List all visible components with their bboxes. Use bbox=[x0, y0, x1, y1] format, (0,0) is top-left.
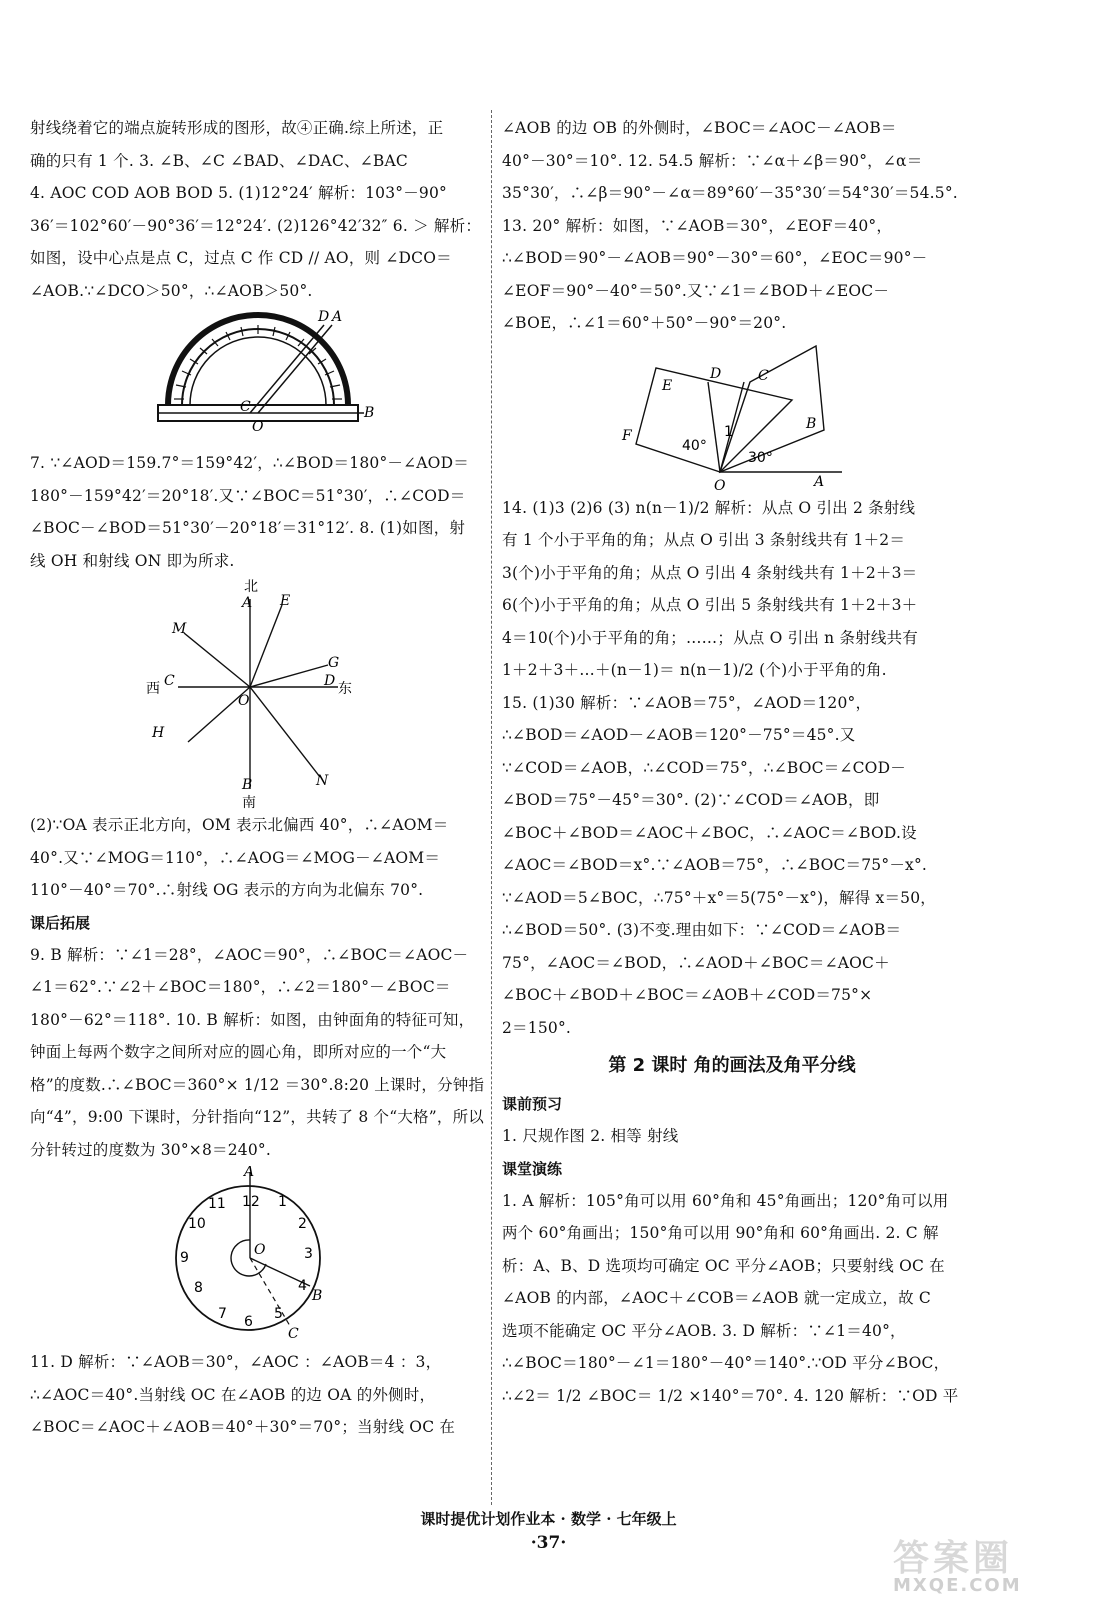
label-b: B bbox=[311, 1288, 322, 1304]
text-line: ∴∠BOD＝50°. (3)不变.理由如下：∵∠COD＝∠AOB＝ bbox=[502, 921, 902, 939]
text-line: 钟面上每两个数字之间所对应的圆心角，即所对应的一个“大 bbox=[30, 1043, 447, 1061]
text-line: ∴∠2＝ 1/2 ∠BOC＝ 1/2 ×140°＝70°. 4. 120 解析：∵OD 平 bbox=[502, 1386, 959, 1405]
label-h: H bbox=[151, 725, 164, 741]
text-line: 2＝150°. bbox=[502, 1018, 572, 1037]
text-line: ∴∠AOC＝40°.当射线 OC 在∠AOB 的边 OA 的外侧时， bbox=[30, 1385, 436, 1404]
label-a: A bbox=[241, 595, 252, 611]
label-o: O bbox=[251, 419, 263, 435]
text-line: ∴∠BOD＝∠AOD－∠AOB＝120°－75°＝45°.又 bbox=[502, 726, 856, 744]
text-line: ∠1＝62°.∵∠2＋∠BOC＝180°，∴∠2＝180°－∠BOC＝ bbox=[30, 978, 451, 996]
text-line: 1. A 解析：105°角可以用 60°角和 45°角画出；120°角可以用 bbox=[502, 1191, 949, 1210]
text-line: 分针转过的度数为 30°×8＝240°. bbox=[30, 1140, 272, 1159]
watermark-site: MXQE.COM bbox=[893, 1575, 1022, 1596]
label-30: 30° bbox=[748, 449, 773, 466]
label-5: 5 bbox=[273, 1306, 283, 1322]
text-line: 如图，设中心点是点 C，过点 C 作 CD // AO，则 ∠DCO＝ bbox=[30, 249, 452, 267]
text-line: ∵∠AOD＝5∠BOC，∴75°＋x°＝5(75°－x°)，解得 x＝50， bbox=[502, 888, 937, 907]
label-east: 东 bbox=[337, 681, 352, 697]
clock-figure bbox=[30, 1166, 485, 1346]
text-line: 两个 60°角画出；150°角可以用 90°角和 60°角画出. 2. C 解 bbox=[502, 1224, 939, 1242]
squares-figure bbox=[502, 340, 962, 492]
squares-drawing bbox=[612, 340, 852, 492]
label-o: O bbox=[237, 693, 249, 709]
text-line: 40°.又∵∠MOG＝110°，∴∠AOG＝∠MOG－∠AOM＝ bbox=[30, 848, 441, 867]
label-6: 6 bbox=[243, 1314, 253, 1330]
label-1: 1 bbox=[277, 1194, 287, 1210]
text-line: 6(个)小于平角的角；从点 O 引出 5 条射线共有 1＋2＋3＋ bbox=[502, 596, 918, 614]
text-line: 36′＝102°60′－90°36′＝12°24′. (2)126°42′32″ 6. ＞ 解析： bbox=[30, 216, 482, 235]
text-line: ∠AOB 的边 OB 的外侧时，∠BOC＝∠AOC－∠AOB＝ bbox=[502, 119, 897, 137]
text-line: 11. D 解析：∵∠AOB＝30°，∠AOC ：∠AOB＝4 ：3， bbox=[30, 1353, 442, 1371]
clock-drawing bbox=[138, 1166, 378, 1346]
left-block-c bbox=[30, 809, 485, 907]
heading-preview: 课前预习 bbox=[502, 1095, 563, 1113]
label-o: O bbox=[714, 477, 726, 492]
text-line: 选项不能确定 OC 平分∠AOB. 3. D 解析：∵∠1＝40°， bbox=[502, 1321, 906, 1340]
label-11: 11 bbox=[207, 1196, 226, 1212]
label-d: D bbox=[323, 673, 335, 689]
text-line: 180°－62°＝118°. 10. B 解析：如图，由钟面角的特征可知， bbox=[30, 1010, 475, 1029]
text-line: 13. 20° 解析：如图，∵∠AOB＝30°，∠EOF＝40°， bbox=[502, 216, 893, 235]
text-line: 格”的度数.∴∠BOC＝360°× 1/12 ＝30°.8:20 上课时，分钟指 bbox=[30, 1075, 485, 1094]
label-a: A bbox=[243, 1166, 254, 1180]
text-line: 有 1 个小于平角的角；从点 O 引出 3 条射线共有 1＋2＝ bbox=[502, 531, 906, 549]
text-line: 40°－30°＝10°. 12. 54.5 解析：∵∠α＋∠β＝90°，∠α＝ bbox=[502, 151, 923, 170]
text-line: ∠BOC－∠BOD＝51°30′－20°18′＝31°12′. 8. (1)如图，射 bbox=[30, 519, 466, 537]
label-c: C bbox=[287, 1326, 299, 1342]
text-line: 35°30′，∴∠β＝90°－∠α＝89°60′－35°30′＝54°30′＝54.5°. bbox=[502, 184, 958, 202]
left-column bbox=[30, 112, 485, 1444]
text-line: 7. ∵∠AOD＝159.7°＝159°42′，∴∠BOD＝180°－∠AOD＝ bbox=[30, 454, 469, 472]
label-2: 2 bbox=[297, 1216, 307, 1232]
text-line: 4＝10(个)小于平角的角；……；从点 O 引出 n 条射线共有 bbox=[502, 628, 918, 647]
text-line: ∴∠BOD＝90°－∠AOB＝90°－30°＝60°，∠EOC＝90°－ bbox=[502, 249, 928, 267]
heading-practice: 课堂演练 bbox=[502, 1159, 563, 1178]
page-number: ·37· bbox=[530, 1533, 567, 1553]
right-block-b bbox=[502, 492, 962, 1045]
label-c: C bbox=[758, 367, 769, 384]
text-line: ∠BOE，∴∠1＝60°＋50°－90°＝20°. bbox=[502, 314, 787, 332]
label-west: 西 bbox=[145, 681, 160, 697]
text-line: ∵∠COD＝∠AOB，∴∠COD＝75°，∴∠BOC＝∠COD－ bbox=[502, 758, 906, 777]
text-line: 4. AOC COD AOB BOD 5. (1)12°24′ 解析：103°－90° bbox=[30, 184, 448, 202]
text-line: 1＋2＋3＋…＋(n－1)＝ n(n－1)/2 (个)小于平角的角. bbox=[502, 661, 887, 679]
label-8: 8 bbox=[193, 1280, 203, 1296]
text-line: 析：A、B、D 选项均可确定 OC 平分∠AOB；只要射线 OC 在 bbox=[502, 1256, 945, 1275]
text-line: 3(个)小于平角的角；从点 O 引出 4 条射线共有 1＋2＋3＝ bbox=[502, 563, 918, 582]
label-g: G bbox=[327, 655, 339, 671]
book-title: 课时提优计划作业本 · 数学 · 七年级上 bbox=[420, 1510, 677, 1528]
label-north: 北 bbox=[243, 579, 258, 595]
text-line: ∠AOB.∵∠DCO＞50°，∴∠AOB＞50°. bbox=[30, 281, 313, 300]
text-line: 射线绕着它的端点旋转形成的图形，故④正确.综上所述，正 bbox=[30, 119, 444, 137]
compass-figure bbox=[30, 577, 485, 809]
label-40: 40° bbox=[682, 437, 707, 454]
left-block-a bbox=[30, 112, 485, 307]
label-d: D bbox=[710, 365, 722, 382]
label-4: 4 bbox=[297, 1278, 307, 1294]
label-c: C bbox=[163, 673, 175, 689]
right-column bbox=[502, 112, 962, 1412]
watermark-brand: 答案圈 bbox=[893, 1538, 1014, 1579]
label-o: O bbox=[253, 1242, 265, 1258]
label-3: 3 bbox=[303, 1246, 313, 1262]
label-12: 12 bbox=[241, 1194, 260, 1210]
label-n: N bbox=[315, 773, 328, 789]
label-9: 9 bbox=[179, 1250, 189, 1266]
text-line: 75°，∠AOC＝∠BOD，∴∠AOD＋∠BOC＝∠AOC＋ bbox=[502, 953, 890, 972]
text-line: (2)∵OA 表示正北方向，OM 表示北偏西 40°，∴∠AOM＝ bbox=[30, 816, 449, 834]
right-block-a bbox=[502, 112, 962, 340]
label-a: A bbox=[331, 309, 342, 325]
heading-after-class: 课后拓展 bbox=[30, 913, 91, 932]
left-block-e bbox=[30, 1346, 485, 1444]
text-line: 180°－159°42′＝20°18′.又∵∠BOC＝51°30′，∴∠COD＝ bbox=[30, 486, 466, 505]
text-line: 110°－40°＝70°.∴射线 OG 表示的方向为北偏东 70°. bbox=[30, 881, 424, 899]
protractor-drawing bbox=[138, 307, 378, 447]
label-7: 7 bbox=[217, 1306, 227, 1322]
text-line: ∠BOC＝∠AOC＋∠AOB＝40°＋30°＝70°；当射线 OC 在 bbox=[30, 1418, 456, 1436]
label-e: E bbox=[662, 377, 673, 394]
text-line: 线 OH 和射线 ON 即为所求. bbox=[30, 551, 235, 570]
label-e: E bbox=[279, 593, 290, 609]
text-line: 向“4”，9:00 下课时，分针指向“12”，共转了 8 个“大格”，所以 bbox=[30, 1108, 484, 1126]
right-block-d bbox=[502, 1185, 962, 1413]
text-line: ∠BOC＋∠BOD＝∠AOC＋∠BOC，∴∠AOC＝∠BOD.设 bbox=[502, 823, 917, 842]
label-a: A bbox=[814, 473, 825, 490]
left-block-b bbox=[30, 447, 485, 577]
label-d: D bbox=[317, 309, 329, 325]
text-line: 9. B 解析：∵∠1＝28°，∠AOC＝90°，∴∠BOC＝∠AOC－ bbox=[30, 945, 469, 964]
label-b: B bbox=[806, 415, 817, 432]
label-1: 1 bbox=[724, 423, 733, 440]
text-line: ∴∠BOC＝180°－∠1＝180°－40°＝140°.∵OD 平分∠BOC， bbox=[502, 1354, 950, 1372]
text-line: 15. (1)30 解析：∵∠AOB＝75°，∠AOD＝120°， bbox=[502, 693, 872, 712]
section-title: 第 2 课时 角的画法及角平分线 bbox=[608, 1055, 856, 1076]
text-line: 14. (1)3 (2)6 (3) n(n－1)/2 解析：从点 O 引出 2 条射线 bbox=[502, 498, 916, 517]
text-line: ∠BOC＋∠BOD＋∠BOC＝∠AOB＋∠COD＝75°× bbox=[502, 986, 873, 1004]
compass-drawing bbox=[138, 577, 378, 809]
text-line: ∠EOF＝90°－40°＝50°.又∵∠1＝∠BOD＋∠EOC－ bbox=[502, 281, 890, 300]
text-line: ∠BOD＝75°－45°＝30°. (2)∵∠COD＝∠AOB，即 bbox=[502, 791, 880, 809]
left-block-d bbox=[30, 939, 485, 1167]
text-line: ∠AOC＝∠BOD＝x°.∵∠AOB＝75°，∴∠BOC＝75°－x°. bbox=[502, 856, 928, 874]
label-c: C bbox=[239, 399, 251, 415]
watermark bbox=[893, 1530, 1083, 1594]
label-m: M bbox=[171, 621, 186, 637]
text-line: 1. 尺规作图 2. 相等 射线 bbox=[502, 1127, 679, 1145]
label-south: 南 bbox=[241, 795, 256, 809]
protractor-figure bbox=[30, 307, 485, 447]
label-f: F bbox=[622, 427, 632, 444]
text-line: ∠AOB 的内部，∠AOC＋∠COB＝∠AOB 就一定成立，故 C bbox=[502, 1289, 931, 1307]
column-divider bbox=[491, 110, 492, 1505]
text-line: 确的只有 1 个. 3. ∠B、∠C ∠BAD、∠DAC、∠BAC bbox=[30, 151, 408, 170]
label-b: B bbox=[363, 405, 374, 421]
label-b: B bbox=[241, 777, 252, 793]
label-10: 10 bbox=[187, 1216, 206, 1232]
